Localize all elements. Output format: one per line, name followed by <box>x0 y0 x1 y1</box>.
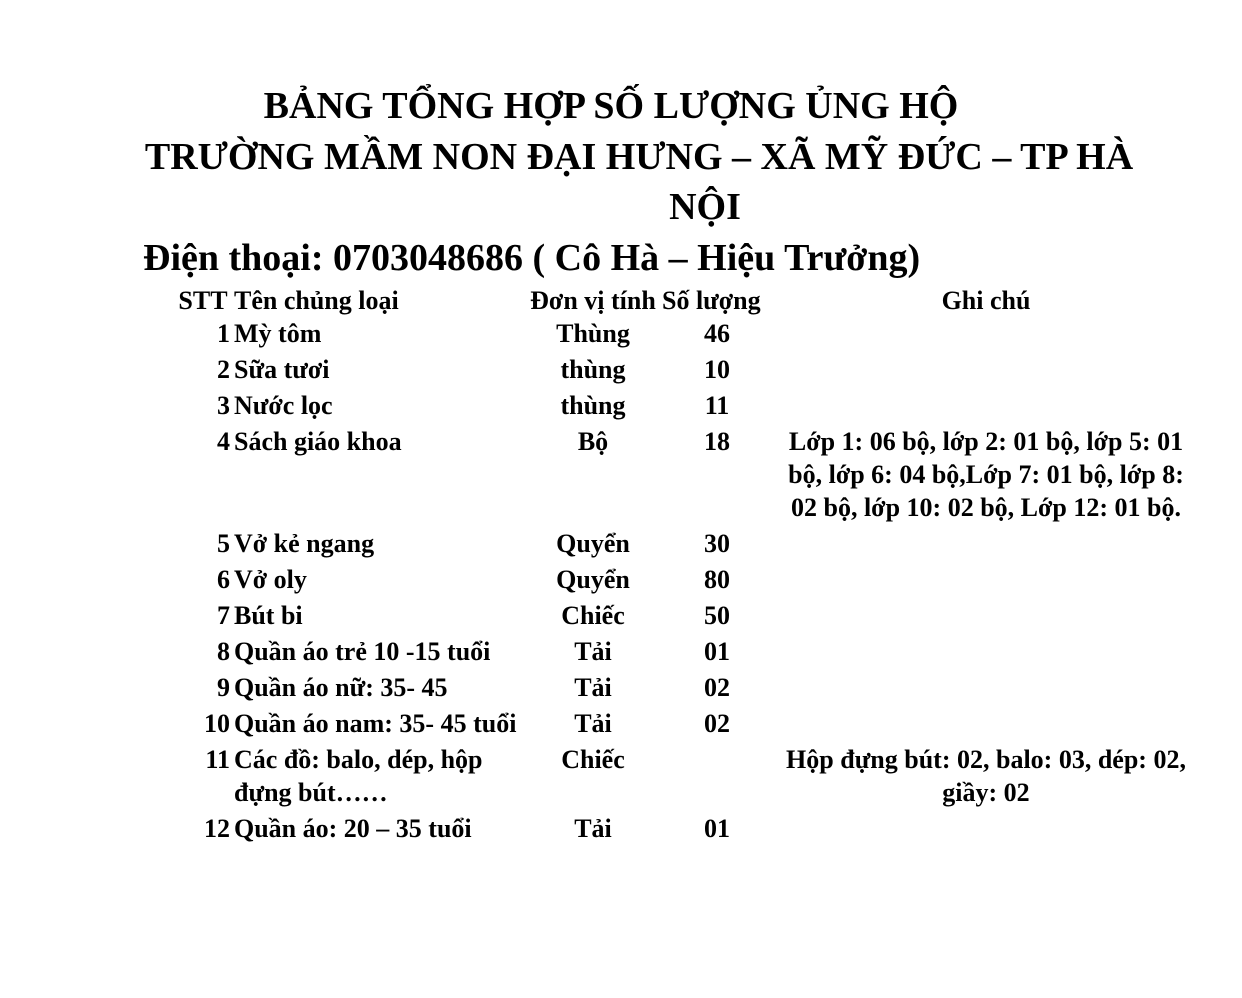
cell-name: Quần áo nam: 35- 45 tuổi <box>234 709 517 738</box>
cell-unit: Quyển <box>556 529 630 558</box>
cell-unit: Chiếc <box>561 745 625 774</box>
cell-name: Vở kẻ ngang <box>234 529 375 558</box>
table-row <box>172 425 1200 527</box>
cell-stt: 9 <box>217 673 230 702</box>
table-row <box>172 563 1200 599</box>
cell-note <box>772 389 1200 425</box>
header-name: Tên chủng loại <box>234 286 399 315</box>
table-row <box>172 389 1200 425</box>
cell-stt: 3 <box>217 391 230 420</box>
cell-qty: 46 <box>704 319 730 348</box>
cell-qty: 01 <box>704 637 730 666</box>
cell-note <box>772 635 1200 671</box>
cell-stt: 10 <box>204 709 230 738</box>
cell-stt: 4 <box>217 427 230 456</box>
cell-name: Các đồ: balo, dép, hộp đựng bút…… <box>234 745 483 807</box>
cell-qty: 10 <box>704 355 730 384</box>
cell-qty: 30 <box>704 529 730 558</box>
cell-unit: thùng <box>560 355 626 384</box>
header-note: Ghi chú <box>941 286 1031 315</box>
donation-table <box>172 284 1200 848</box>
title-line-3: NỘI <box>669 186 741 228</box>
cell-unit: Tải <box>574 637 612 666</box>
table-row <box>172 599 1200 635</box>
cell-note: Lớp 1: 06 bộ, lớp 2: 01 bộ, lớp 5: 01 bộ, lớp 6: 04 bộ,Lớp 7: 01 bộ, lớp 8: 02 bộ, lớp 10: 02 bộ, Lớp 12: 01 bộ. <box>788 427 1184 522</box>
table-row <box>172 743 1200 812</box>
cell-qty: 50 <box>704 601 730 630</box>
cell-note <box>772 599 1200 635</box>
cell-name: Quần áo trẻ 10 -15 tuổi <box>234 637 491 666</box>
cell-stt: 11 <box>205 745 230 774</box>
cell-unit: Tải <box>574 814 612 843</box>
cell-note <box>772 563 1200 599</box>
cell-stt: 5 <box>217 529 230 558</box>
cell-stt: 8 <box>217 637 230 666</box>
cell-name: Vở oly <box>234 565 307 594</box>
cell-stt: 7 <box>217 601 230 630</box>
cell-stt: 1 <box>217 319 230 348</box>
cell-stt: 2 <box>217 355 230 384</box>
cell-name: Bút bi <box>234 601 303 630</box>
cell-qty <box>662 743 772 812</box>
cell-unit: Bộ <box>577 427 609 456</box>
cell-name: Sách giáo khoa <box>234 427 402 456</box>
cell-name: Quần áo: 20 – 35 tuổi <box>234 814 472 843</box>
cell-qty: 01 <box>704 814 730 843</box>
cell-name: Mỳ tôm <box>234 319 322 348</box>
cell-unit: Tải <box>574 709 612 738</box>
cell-unit: Quyển <box>556 565 630 594</box>
cell-note <box>772 707 1200 743</box>
cell-unit: thùng <box>560 391 626 420</box>
cell-unit: Chiếc <box>561 601 625 630</box>
cell-note: Hộp đựng bút: 02, balo: 03, dép: 02, giầy: 02 <box>786 745 1186 807</box>
table-header-row <box>172 284 1200 317</box>
table-row <box>172 353 1200 389</box>
cell-qty: 80 <box>704 565 730 594</box>
header-unit: Đơn vị tính <box>530 286 656 315</box>
cell-name: Quần áo nữ: 35- 45 <box>234 673 448 702</box>
header-qty: Số lượng <box>662 286 761 315</box>
header-stt: STT <box>178 286 228 315</box>
cell-note <box>772 527 1200 563</box>
cell-note <box>772 353 1200 389</box>
title-line-2: TRƯỜNG MẦM NON ĐẠI HƯNG – XÃ MỸ ĐỨC – TP HÀ <box>144 136 1134 178</box>
cell-name: Nước lọc <box>234 391 333 420</box>
cell-stt: 6 <box>217 565 230 594</box>
cell-note <box>772 317 1200 353</box>
cell-unit: Thùng <box>556 319 630 348</box>
table-row <box>172 812 1200 848</box>
cell-note <box>772 812 1200 848</box>
cell-unit: Tải <box>574 673 612 702</box>
cell-qty: 11 <box>704 391 730 420</box>
title-line-1: BẢNG TỔNG HỢP SỐ LƯỢNG ỦNG HỘ <box>263 85 959 127</box>
table-row <box>172 635 1200 671</box>
table-row <box>172 317 1200 353</box>
cell-note <box>772 671 1200 707</box>
cell-stt: 12 <box>204 814 230 843</box>
phone-contact: Điện thoại: 0703048686 ( Cô Hà – Hiệu Trưởng) <box>143 237 921 279</box>
cell-qty: 02 <box>704 673 730 702</box>
table-row <box>172 527 1200 563</box>
table-row <box>172 671 1200 707</box>
cell-qty: 18 <box>704 427 730 456</box>
cell-name: Sữa tươi <box>234 355 330 384</box>
table-row <box>172 707 1200 743</box>
cell-qty: 02 <box>704 709 730 738</box>
